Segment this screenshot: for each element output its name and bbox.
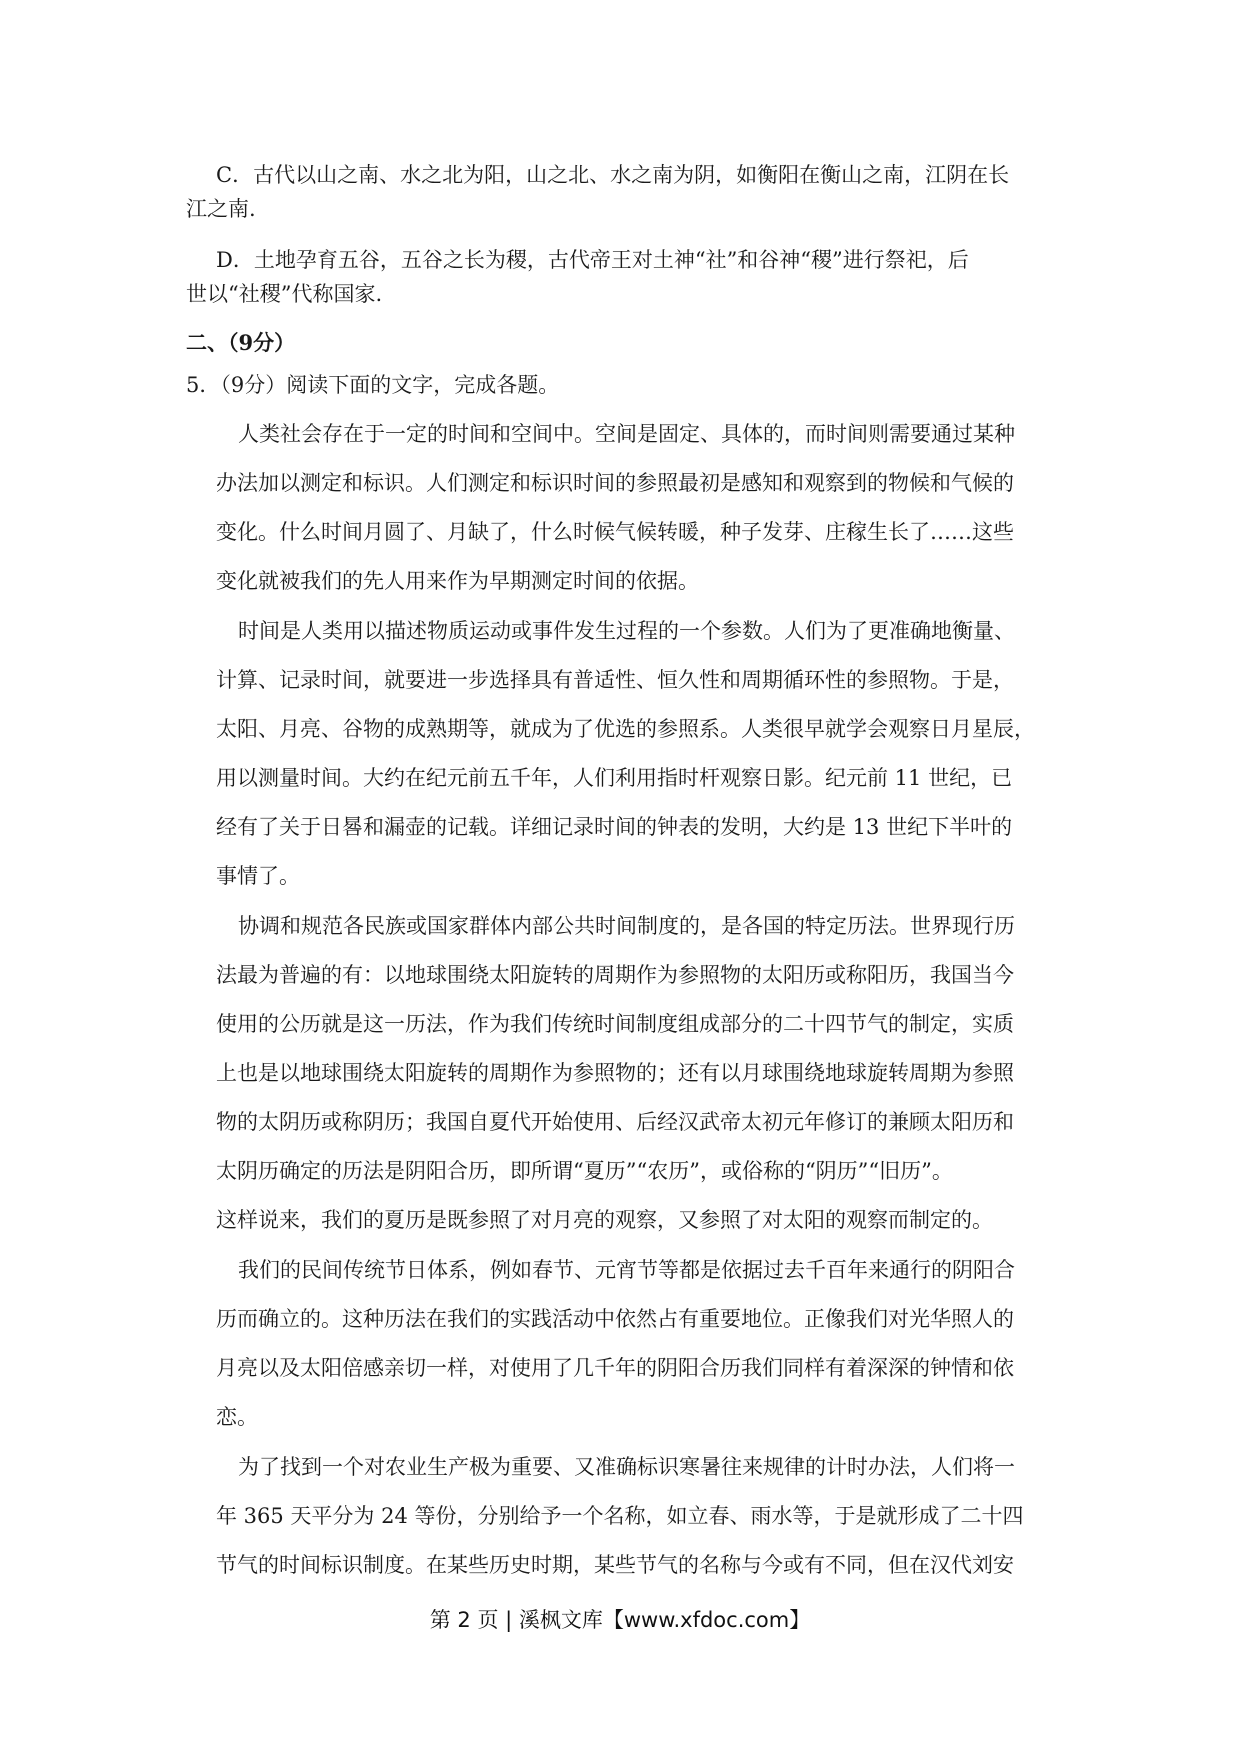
passage-paragraph	[216, 1253, 1056, 1434]
passage-line: 计算、记录时间，就要进一步选择具有普适性、恒久性和周期循环性的参照物。于是，	[216, 668, 1014, 692]
option-c	[186, 158, 1056, 226]
passage-line: 这样说来，我们的夏历是既参照了对月亮的观察，又参照了对太阳的观察而制定的。	[216, 1208, 993, 1232]
passage-line: 为了找到一个对农业生产极为重要、又准确标识寒暑往来规律的计时办法，人们将一	[238, 1455, 1015, 1479]
passage-line: 变化。什么时间月圆了、月缺了，什么时候气候转暖，种子发芽、庄稼生长了……这些	[216, 520, 1014, 544]
passage-line: 上也是以地球围绕太阳旋转的周期作为参照物的；还有以月球围绕地球旋转周期为参照	[216, 1061, 1014, 1085]
passage-line: 经有了关于日晷和漏壶的记载。详细记录时间的钟表的发明，大约是 13 世纪下半叶的	[216, 815, 1013, 839]
passage-line: 时间是人类用以描述物质运动或事件发生过程的一个参数。人们为了更准确地衡量、	[238, 619, 1015, 643]
passage-paragraph	[216, 909, 1056, 1237]
passage-line: 使用的公历就是这一历法，作为我们传统时间制度组成部分的二十四节气的制定，实质	[216, 1012, 1014, 1036]
passage-line: 物的太阴历或称阴历；我国自夏代开始使用、后经汉武帝太初元年修订的兼顾太阳历和	[216, 1110, 1014, 1134]
passage-line: 节气的时间标识制度。在某些历史时期，某些节气的名称与今或有不同，但在汉代刘安	[216, 1553, 1014, 1577]
passage-line: 太阴历确定的历法是阴阳合历，即所谓“夏历”“农历”，或俗称的“阴历”“旧历”。	[216, 1159, 953, 1183]
option-c-line-1: C．古代以山之南、水之北为阳，山之北、水之南为阴，如衡阳在衡山之南，江阴在长	[216, 163, 1010, 187]
option-c-line-2: 江之南.	[186, 197, 256, 221]
passage-line: 用以测量时间。大约在纪元前五千年，人们利用指时杆观察日影。纪元前 11 世纪，已	[216, 766, 1013, 790]
section-heading: 二、（9分）	[186, 330, 296, 355]
passage-line: 法最为普遍的有：以地球围绕太阳旋转的周期作为参照物的太阳历或称阳历，我国当今	[216, 963, 1014, 987]
passage-line: 年 365 天平分为 24 等份，分别给予一个名称，如立春、雨水等，于是就形成了二十四	[216, 1504, 1024, 1528]
page-content	[186, 158, 1056, 1598]
passage-line: 恋。	[216, 1405, 258, 1429]
passage-line: 事情了。	[216, 864, 300, 888]
passage-line: 我们的民间传统节日体系，例如春节、元宵节等都是依据过去千百年来通行的阴阳合	[238, 1258, 1015, 1282]
passage-paragraph	[216, 1450, 1056, 1582]
passage-line: 人类社会存在于一定的时间和空间中。空间是固定、具体的，而时间则需要通过某种	[238, 422, 1015, 446]
option-d	[186, 243, 1056, 311]
passage-line: 办法加以测定和标识。人们测定和标识时间的参照最初是感知和观察到的物候和气候的	[216, 471, 1014, 495]
option-d-line-2: 世以“社稷”代称国家.	[186, 282, 383, 306]
page-footer: 第 2 页 | 溪枫文库【www.xfdoc.com】	[429, 1608, 811, 1632]
passage-line: 太阳、月亮、谷物的成熟期等，就成为了优选的参照系。人类很早就学会观察日月星辰，	[216, 717, 1035, 741]
option-d-line-1: D．土地孕育五谷，五谷之长为稷，古代帝王对土神“社”和谷神“稷”进行祭祀，后	[216, 248, 969, 272]
passage-line: 变化就被我们的先人用来作为早期测定时间的依据。	[216, 569, 699, 593]
passage-line: 协调和规范各民族或国家群体内部公共时间制度的，是各国的特定历法。世界现行历	[238, 914, 1015, 938]
reading-passage	[216, 417, 1056, 1582]
passage-line: 月亮以及太阳倍感亲切一样，对使用了几千年的阴阳合历我们同样有着深深的钟情和依	[216, 1356, 1014, 1380]
passage-line: 历而确立的。这种历法在我们的实践活动中依然占有重要地位。正像我们对光华照人的	[216, 1307, 1014, 1331]
passage-paragraph	[216, 614, 1056, 893]
passage-paragraph	[216, 417, 1056, 598]
question-stem: 5．（9分）阅读下面的文字，完成各题。	[186, 373, 560, 397]
